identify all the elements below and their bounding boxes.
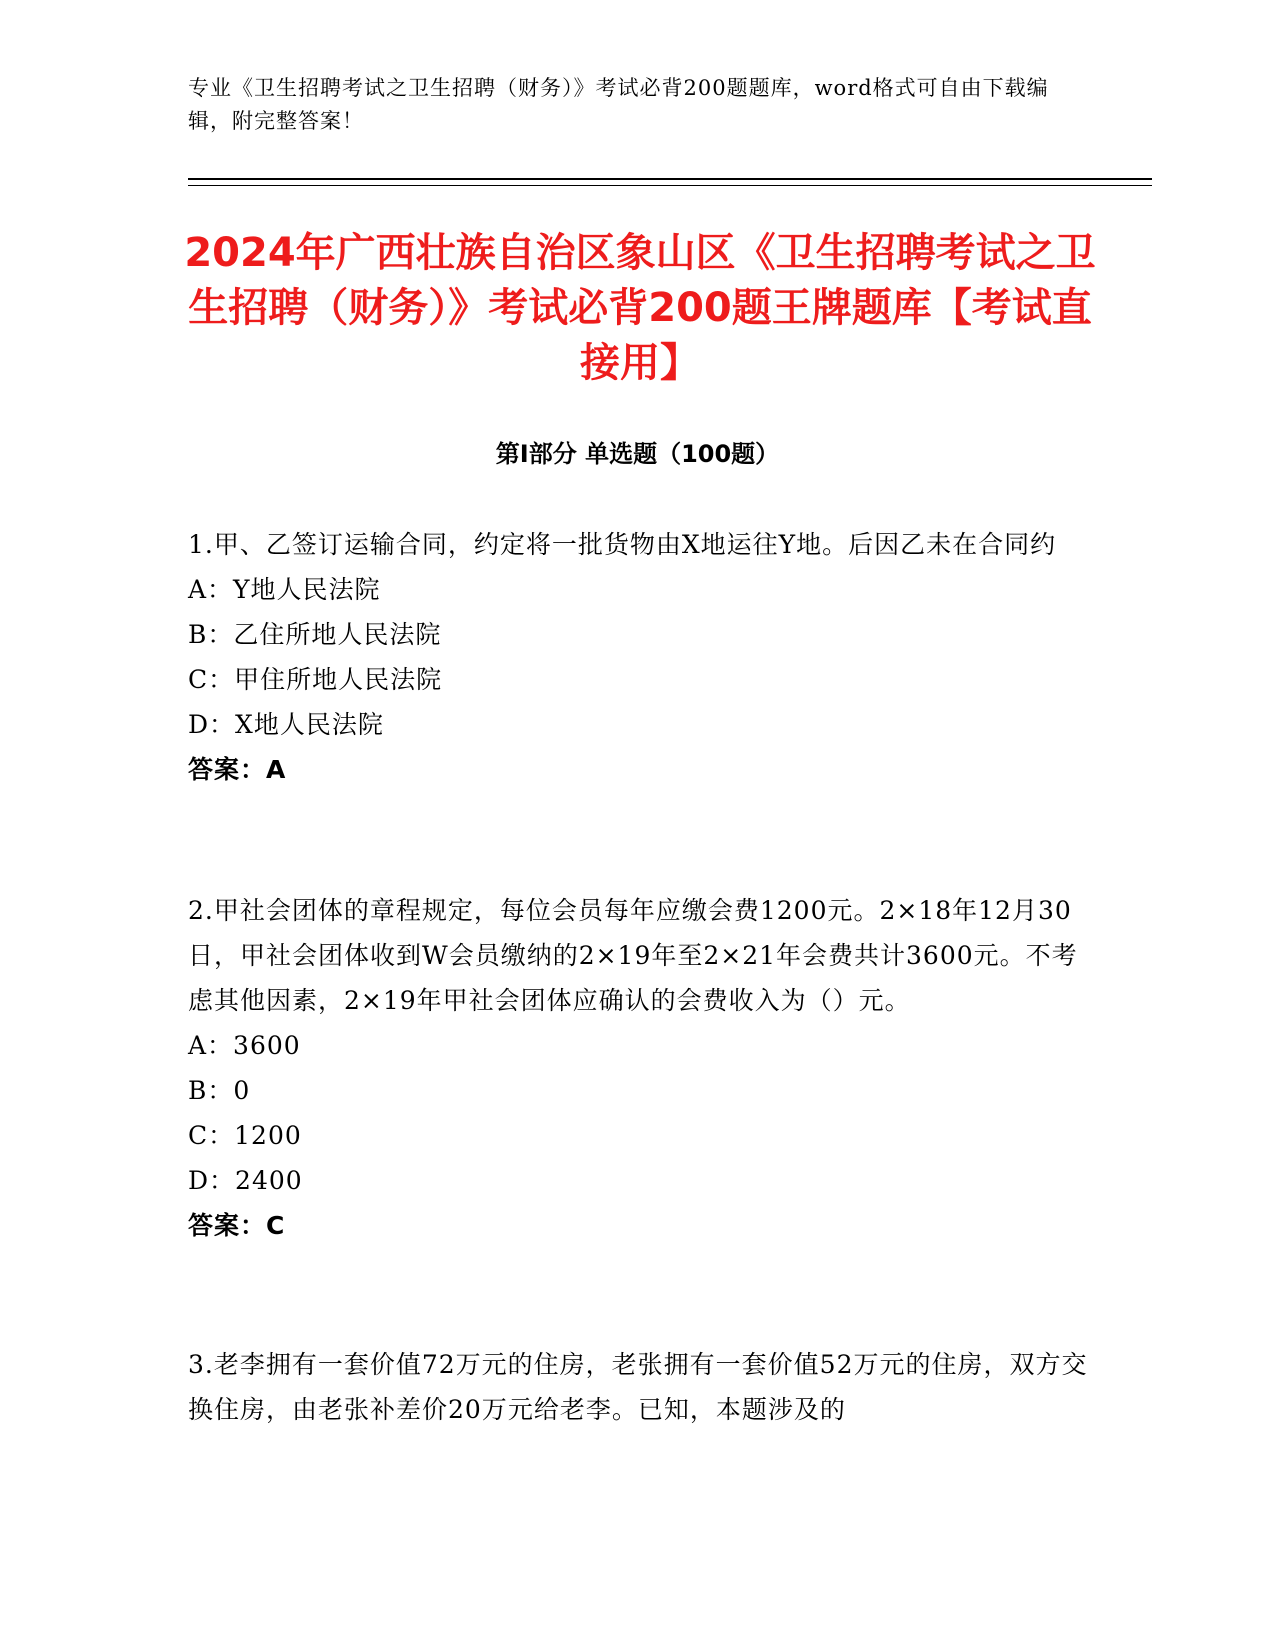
option-a: A：3600 — [188, 1031, 301, 1060]
question-stem: 2.甲社会团体的章程规定，每位会员每年应缴会费1200元。2×18年12月30日，甲社会团体收到W会员缴纳的2×19年至2×21年会费共计3600元。不考虑其他因素，2×19年甲社会团体应确认的会费收入为（）元。 — [188, 896, 1078, 1015]
header-rule-thin — [188, 185, 1152, 186]
question-2 — [188, 888, 1088, 1248]
option-b: B：0 — [188, 1076, 251, 1105]
question-stem: 3.老李拥有一套价值72万元的住房，老张拥有一套价值52万元的住房，双方交换住房，由老张补差价20万元给老李。已知，本题涉及的 — [188, 1350, 1088, 1424]
option-d: D：2400 — [188, 1166, 303, 1195]
option-a: A：Y地人民法院 — [188, 575, 381, 604]
option-c: C：1200 — [188, 1121, 302, 1150]
answer-line: 答案：A — [188, 755, 287, 784]
header-rule-thick — [188, 178, 1152, 180]
question-1 — [188, 522, 1088, 792]
option-b: B：乙住所地人民法院 — [188, 620, 442, 649]
option-c: C：甲住所地人民法院 — [188, 665, 443, 694]
question-3 — [188, 1342, 1088, 1432]
option-d: D：X地人民法院 — [188, 710, 384, 739]
section-heading: 第Ⅰ部分 单选题（100题） — [495, 440, 780, 468]
document-title: 2024年广西壮族自治区象山区《卫生招聘考试之卫生招聘（财务）》考试必背200题王牌题库【考试直接用】 — [184, 230, 1096, 386]
question-stem: 1.甲、乙签订运输合同，约定将一批货物由X地运往Y地。后因乙未在合同约 — [188, 530, 1057, 559]
header-note: 专业《卫生招聘考试之卫生招聘（财务）》考试必背200题题库，word格式可自由下载编辑，附完整答案！ — [188, 76, 1049, 133]
answer-line: 答案：C — [188, 1211, 286, 1240]
